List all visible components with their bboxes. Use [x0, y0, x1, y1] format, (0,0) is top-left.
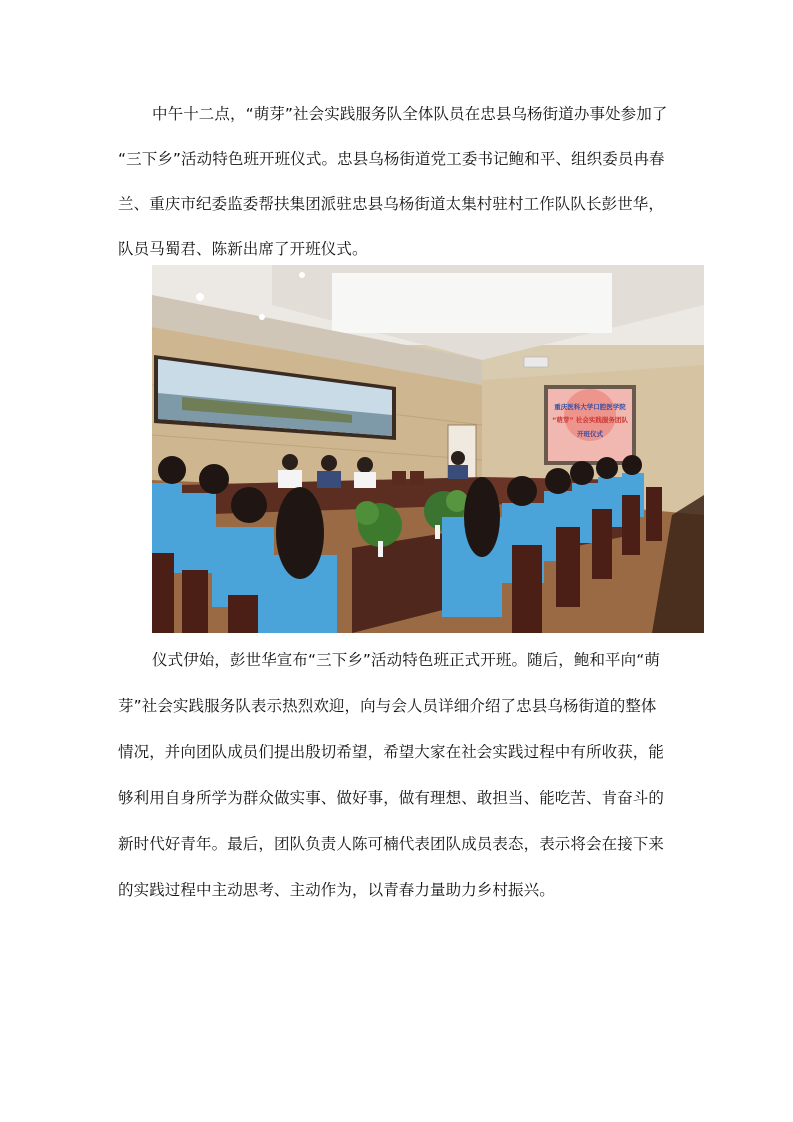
paragraph-line: 仪式伊始，彭世华宣布“三下乡”活动特色班正式开班。随后，鲍和平向“萌 — [152, 651, 660, 669]
screen-title-text: 重庆医科大学口腔医学院 — [554, 403, 626, 411]
screen-event-text: 开班仪式 — [577, 430, 603, 438]
paragraph-line: 队员马蜀君、陈新出席了开班仪式。 — [118, 240, 368, 258]
paragraph-line: 够利用自身所学为群众做实事、做好事，做有理想、敢担当、能吃苦、肯奋斗的 — [118, 789, 665, 807]
meeting-room-photo — [152, 265, 704, 633]
paragraph-line: 情况，并向团队成员们提出殷切希望，希望大家在社会实践过程中有所收获，能 — [118, 743, 665, 761]
paragraph-line: “三下乡”活动特色班开班仪式。忠县乌杨街道党工委书记鲍和平、组织委员冉春 — [118, 150, 665, 168]
paragraph-line: 新时代好青年。最后，团队负责人陈可楠代表团队成员表态，表示将会在接下来 — [118, 835, 665, 853]
paragraph-line: 的实践过程中主动思考、主动作为，以青春力量助力乡村振兴。 — [118, 881, 555, 899]
paragraph-line: 中午十二点，“萌芽”社会实践服务队全体队员在忠县乌杨街道办事处参加了 — [152, 105, 668, 123]
paragraph-line: 兰、重庆市纪委监委帮扶集团派驻忠县乌杨街道太集村驻村工作队队长彭世华， — [118, 195, 665, 213]
screen-subtitle-text: “萌芽” 社会实践服务团队 — [552, 416, 628, 424]
paragraph-line: 芽”社会实践服务队表示热烈欢迎，向与会人员详细介绍了忠县乌杨街道的整体 — [118, 697, 657, 715]
